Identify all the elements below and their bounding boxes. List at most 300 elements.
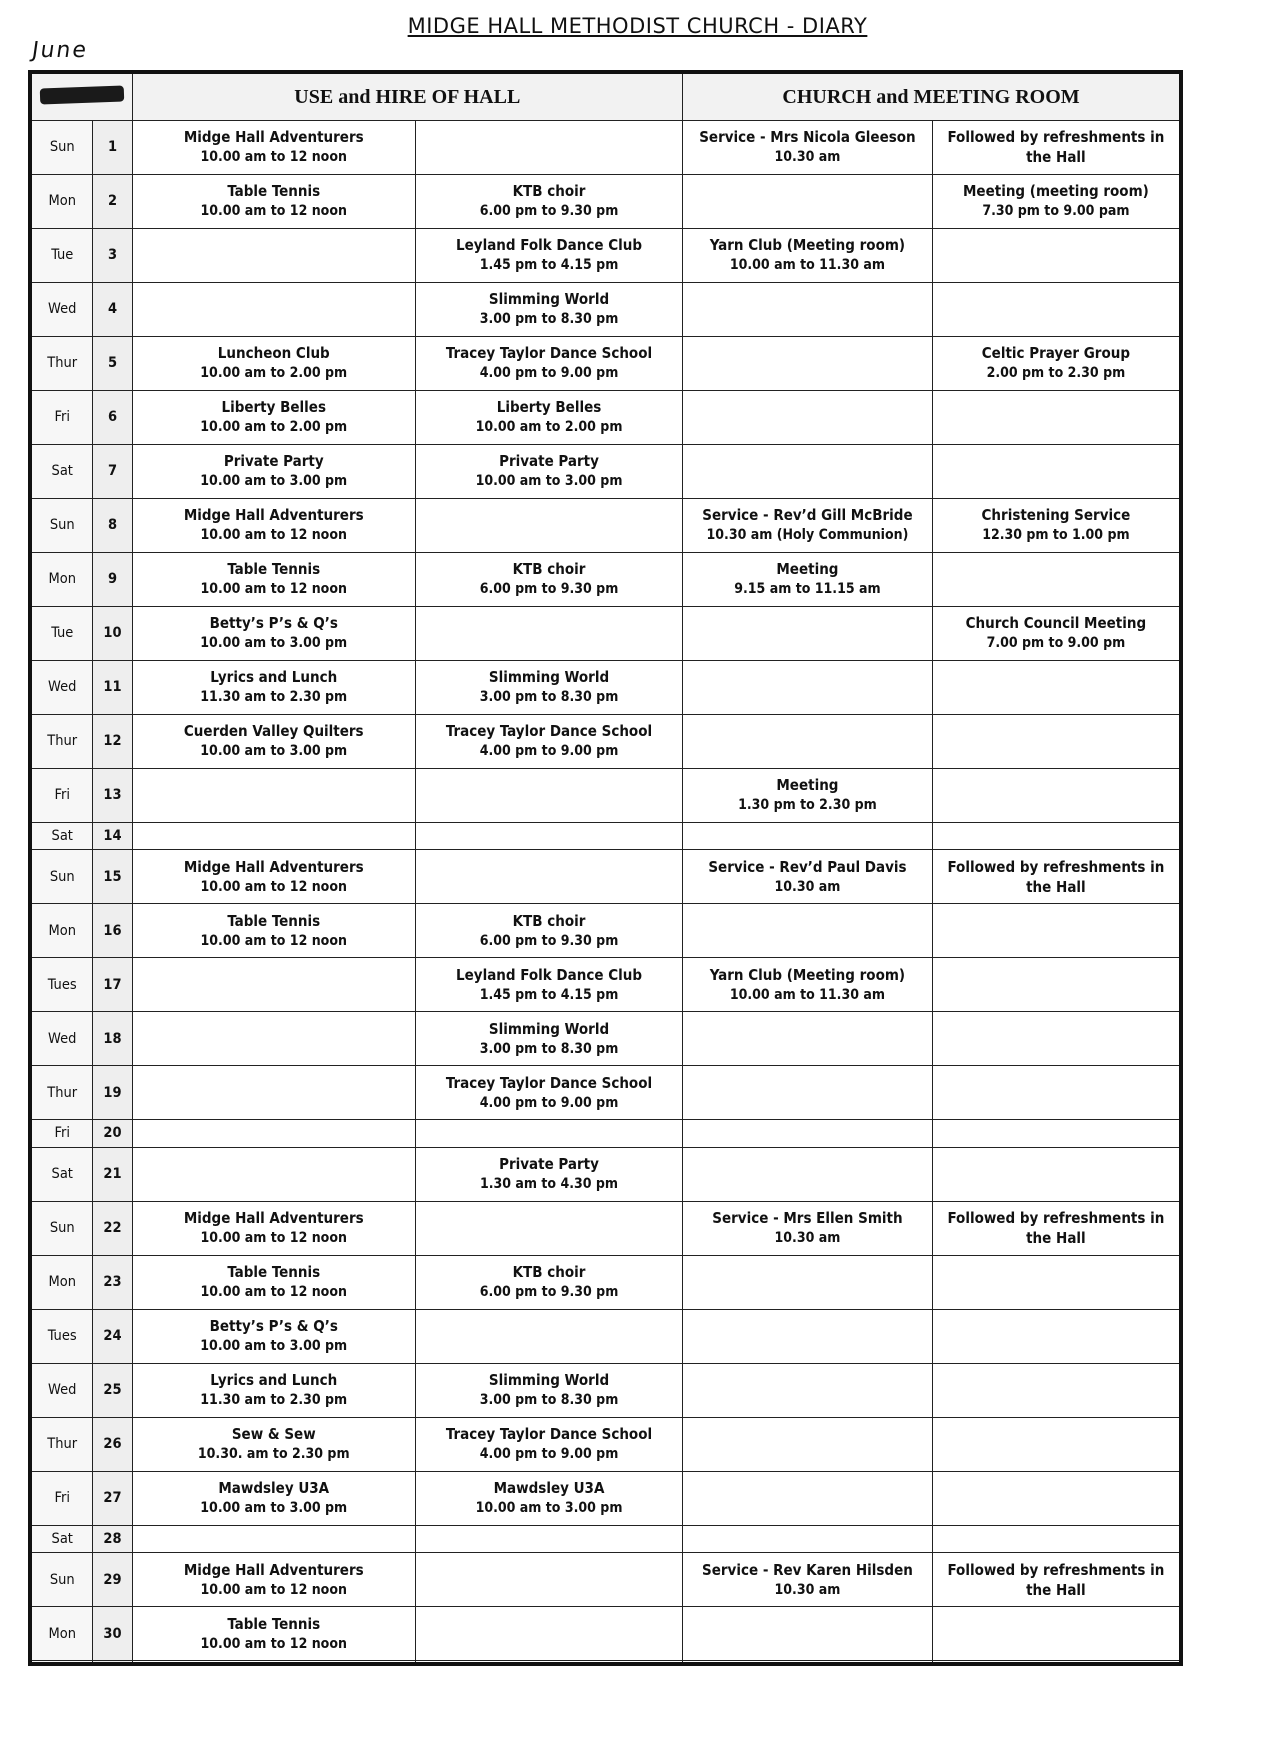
event-entry [133, 1478, 415, 1518]
event-name: Private Party [499, 1155, 599, 1174]
table-row [30, 390, 1181, 444]
hall2-cell [415, 1525, 682, 1553]
table-row [30, 1201, 1181, 1255]
event-time: 1.45 pm to 4.15 pm [479, 257, 619, 274]
hall1-cell [132, 1607, 415, 1661]
event-entry [416, 181, 682, 221]
date-cell: 16 [93, 904, 132, 958]
table-row [30, 1363, 1181, 1417]
date-cell: 1 [93, 121, 132, 175]
day-cell: Thur [30, 1417, 93, 1471]
event-name: Meeting (meeting room) [963, 182, 1149, 201]
hall2-cell [415, 714, 682, 768]
event-time: 3.00 pm to 8.30 pm [479, 311, 619, 328]
event-name: KTB choir [512, 911, 586, 930]
church1-cell [683, 850, 933, 904]
church1-cell [683, 1417, 933, 1471]
event-name: Midge Hall Adventurers [183, 506, 364, 525]
event-entry [416, 1424, 682, 1464]
event-time: 10.00 am to 3.00 pm [200, 1338, 348, 1355]
event-name: Lyrics and Lunch [210, 668, 338, 687]
date-cell: 7 [93, 444, 132, 498]
church1-cell [683, 1607, 933, 1661]
hall1-cell [132, 336, 415, 390]
church2-cell [932, 1607, 1181, 1661]
event-entry [683, 127, 932, 167]
church1-cell [683, 444, 933, 498]
event-name: KTB choir [512, 1263, 586, 1282]
event-time: 6.00 pm to 9.30 pm [479, 203, 619, 220]
event-entry [133, 559, 415, 599]
event-time: 6.00 pm to 9.30 pm [479, 581, 619, 598]
table-row [30, 1471, 1181, 1525]
event-entry [133, 1208, 415, 1248]
event-time: 6.00 pm to 9.30 pm [479, 1284, 619, 1301]
event-time: 6.00 pm to 9.30 pm [479, 932, 619, 949]
event-time: 10.00 am to 11.30 am [729, 257, 885, 274]
hall1-cell [132, 174, 415, 228]
date-cell: 26 [93, 1417, 132, 1471]
church-header: CHURCH and MEETING ROOM [683, 72, 1181, 121]
diary-body [30, 121, 1181, 1665]
event-time: 4.00 pm to 9.00 pm [479, 1094, 619, 1111]
hall2-cell [415, 1120, 682, 1148]
event-name: Christening Service [981, 506, 1131, 525]
hall1-cell [132, 552, 415, 606]
hall1-cell [132, 498, 415, 552]
event-time: 10.00 am to 2.00 pm [200, 419, 348, 436]
table-row [30, 1417, 1181, 1471]
event-time: 10.00 am to 2.00 pm [475, 419, 623, 436]
date-cell: 27 [93, 1471, 132, 1525]
event-time: 3.00 pm to 8.30 pm [479, 1392, 619, 1409]
diary-table [28, 70, 1183, 1666]
event-time: 10.30 am [774, 878, 841, 895]
hall1-cell [132, 904, 415, 958]
event-name: Yarn Club (Meeting room) [709, 965, 906, 984]
church1-cell [683, 174, 933, 228]
event-name: Betty’s P’s & Q’s [209, 1317, 338, 1336]
church1-cell [683, 1471, 933, 1525]
church2-cell [932, 1012, 1181, 1066]
day-cell: Tues [30, 1309, 93, 1363]
hall2-cell [415, 552, 682, 606]
church2-cell [932, 850, 1181, 904]
church1-cell [683, 822, 933, 850]
church1-cell [683, 282, 933, 336]
day-cell: Mon [30, 174, 93, 228]
date-cell: 25 [93, 1363, 132, 1417]
church2-cell [932, 552, 1181, 606]
day-cell: Sat [30, 444, 93, 498]
hall1-cell [132, 1120, 415, 1148]
hall2-cell [415, 850, 682, 904]
church2-cell [932, 498, 1181, 552]
table-row [30, 498, 1181, 552]
church1-cell [683, 552, 933, 606]
church2-cell [932, 1147, 1181, 1201]
church2-cell [932, 390, 1181, 444]
hall2-cell [415, 1553, 682, 1607]
church2-cell [932, 660, 1181, 714]
event-entry [683, 857, 932, 897]
event-entry [133, 181, 415, 221]
event-entry [133, 1316, 415, 1356]
table-row [30, 606, 1181, 660]
hall1-cell [132, 958, 415, 1012]
event-entry [416, 667, 682, 707]
event-entry [416, 451, 682, 491]
church1-cell [683, 121, 933, 175]
day-cell: Mon [30, 552, 93, 606]
hall1-cell [132, 1553, 415, 1607]
event-time: 12.30 pm to 1.00 pm [982, 527, 1130, 544]
church2-cell [932, 282, 1181, 336]
table-row [30, 552, 1181, 606]
event-entry [683, 965, 932, 1005]
event-name: Table Tennis [227, 560, 321, 579]
event-name: Tracey Taylor Dance School [445, 344, 653, 363]
event-name: Service - Rev’d Gill McBride [702, 506, 913, 525]
event-time: 10.00 am to 12 noon [200, 1581, 347, 1598]
month-label: June [30, 38, 90, 63]
event-entry [933, 505, 1179, 545]
event-time: 11.30 am to 2.30 pm [200, 689, 348, 706]
event-name: Slimming World [488, 290, 610, 309]
hall2-cell [415, 1607, 682, 1661]
hall1-cell [132, 1012, 415, 1066]
date-cell: 9 [93, 552, 132, 606]
hall2-cell [415, 822, 682, 850]
hall2-cell [415, 958, 682, 1012]
date-cell: 10 [93, 606, 132, 660]
church1-cell [683, 904, 933, 958]
church1-cell [683, 336, 933, 390]
hall1-cell [132, 1417, 415, 1471]
hall1-cell [132, 660, 415, 714]
event-entry [683, 559, 932, 599]
event-name: Tracey Taylor Dance School [445, 1425, 653, 1444]
hall2-cell [415, 606, 682, 660]
event-time: 10.00 am to 12 noon [200, 149, 347, 166]
event-time: 10.00 am to 12 noon [200, 203, 347, 220]
hall2-cell [415, 228, 682, 282]
church2-cell [932, 174, 1181, 228]
hall-header: USE and HIRE OF HALL [132, 72, 683, 121]
event-entry [933, 343, 1179, 383]
hall1-cell [132, 1147, 415, 1201]
event-entry [133, 397, 415, 437]
event-entry [133, 127, 415, 167]
date-cell: 22 [93, 1201, 132, 1255]
table-row [30, 121, 1181, 175]
church2-cell [932, 1255, 1181, 1309]
event-time: 7.30 pm to 9.00 pam [982, 203, 1130, 220]
date-cell: 8 [93, 498, 132, 552]
hall1-cell [132, 444, 415, 498]
church2-cell [932, 336, 1181, 390]
event-entry [933, 1208, 1179, 1248]
event-time: 10.00 am to 3.00 pm [475, 473, 623, 490]
event-name: Service - Mrs Ellen Smith [712, 1209, 903, 1228]
event-name: Midge Hall Adventurers [183, 128, 364, 147]
date-cell: 30 [93, 1607, 132, 1661]
table-row [30, 1066, 1181, 1120]
church2-cell [932, 768, 1181, 822]
event-name: Celtic Prayer Group [981, 344, 1130, 363]
church1-cell [683, 1661, 933, 1664]
event-name: Mawdsley U3A [218, 1479, 330, 1498]
event-entry [933, 857, 1179, 897]
hall1-cell [132, 1525, 415, 1553]
event-time: 3.00 pm to 8.30 pm [479, 689, 619, 706]
hall2-cell [415, 1471, 682, 1525]
table-row [30, 336, 1181, 390]
day-cell: Mon [30, 1255, 93, 1309]
church2-cell [932, 904, 1181, 958]
table-row [30, 958, 1181, 1012]
date-cell: 18 [93, 1012, 132, 1066]
hall2-cell [415, 390, 682, 444]
event-entry [133, 1614, 415, 1654]
hall1-cell [132, 1363, 415, 1417]
event-name: Midge Hall Adventurers [183, 1560, 364, 1579]
event-time: 4.00 pm to 9.00 pm [479, 365, 619, 382]
hall2-cell [415, 174, 682, 228]
hall1-cell [132, 1201, 415, 1255]
hall2-cell [415, 1255, 682, 1309]
date-cell: 6 [93, 390, 132, 444]
header-row [30, 72, 1181, 121]
church1-cell [683, 1120, 933, 1148]
day-cell: Wed [30, 282, 93, 336]
event-entry [133, 451, 415, 491]
event-entry [133, 1424, 415, 1464]
day-cell: Sun [30, 850, 93, 904]
event-entry [933, 1560, 1179, 1600]
church2-cell [932, 1553, 1181, 1607]
day-cell: Wed [30, 660, 93, 714]
church1-cell [683, 1363, 933, 1417]
date-cell: 28 [93, 1525, 132, 1553]
event-time: 10.00 am to 12 noon [200, 1284, 347, 1301]
church2-cell [932, 822, 1181, 850]
hall2-cell [415, 1201, 682, 1255]
event-name: Followed by refreshments in the Hall [947, 1209, 1165, 1248]
hall2-cell [415, 1661, 682, 1664]
hall2-cell [415, 904, 682, 958]
church1-cell [683, 768, 933, 822]
event-entry [416, 1019, 682, 1059]
event-name: Table Tennis [227, 911, 321, 930]
event-time: 10.00 am to 12 noon [200, 1635, 347, 1652]
event-name: Service - Mrs Nicola Gleeson [699, 128, 916, 147]
event-time: 10.00 am to 12 noon [200, 1230, 347, 1247]
event-time: 10.00 am to 11.30 am [729, 986, 885, 1003]
church1-cell [683, 498, 933, 552]
event-time: 7.00 pm to 9.00 pm [986, 635, 1126, 652]
date-cell: 21 [93, 1147, 132, 1201]
event-entry [133, 613, 415, 653]
event-name: Service - Rev’d Paul Davis [708, 857, 907, 876]
date-cell: 29 [93, 1553, 132, 1607]
table-row [30, 822, 1181, 850]
date-cell: 4 [93, 282, 132, 336]
event-name: Private Party [223, 452, 324, 471]
table-row [30, 904, 1181, 958]
event-entry [416, 397, 682, 437]
hall2-cell [415, 1012, 682, 1066]
event-entry [416, 1262, 682, 1302]
event-entry [133, 1370, 415, 1410]
event-time: 2.00 pm to 2.30 pm [986, 365, 1126, 382]
day-cell: Mon [30, 1607, 93, 1661]
table-row [30, 1553, 1181, 1607]
event-name: Private Party [499, 452, 599, 471]
event-entry [683, 775, 932, 815]
hall1-cell [132, 282, 415, 336]
day-cell: Sun [30, 1553, 93, 1607]
event-time: 10.00 am to 3.00 pm [200, 473, 348, 490]
event-time: 10.00 am to 12 noon [200, 878, 347, 895]
event-name: Midge Hall Adventurers [183, 857, 364, 876]
church1-cell [683, 660, 933, 714]
hall1-cell [132, 1066, 415, 1120]
day-cell: Mon [30, 904, 93, 958]
hall1-cell [132, 1661, 415, 1664]
event-entry [933, 613, 1179, 653]
church2-cell [932, 958, 1181, 1012]
event-entry [416, 343, 682, 383]
hall1-cell [132, 606, 415, 660]
event-time: 10.00 am to 12 noon [200, 581, 347, 598]
event-time: 9.15 am to 11.15 am [734, 581, 881, 598]
event-name: Leyland Folk Dance Club [456, 965, 642, 984]
event-entry [133, 1262, 415, 1302]
day-cell: Fri [30, 1471, 93, 1525]
hall2-cell [415, 1417, 682, 1471]
table-row [30, 1255, 1181, 1309]
day-cell [30, 1661, 93, 1664]
event-entry [683, 505, 932, 545]
hall2-cell [415, 336, 682, 390]
event-time: 10.30 am [774, 149, 841, 166]
church2-cell [932, 1471, 1181, 1525]
table-row [30, 228, 1181, 282]
event-entry [133, 343, 415, 383]
hall2-cell [415, 444, 682, 498]
date-cell: 15 [93, 850, 132, 904]
church1-cell [683, 228, 933, 282]
event-name: Meeting [776, 560, 839, 579]
church2-cell [932, 228, 1181, 282]
hall2-cell [415, 121, 682, 175]
hall1-cell [132, 228, 415, 282]
event-name: Liberty Belles [221, 398, 326, 417]
event-name: Tracey Taylor Dance School [445, 1073, 653, 1092]
hall2-cell [415, 660, 682, 714]
event-entry [416, 1478, 682, 1518]
event-time: 10.30 am (Holy Communion) [706, 527, 909, 544]
day-cell: Thur [30, 1066, 93, 1120]
day-cell: Fri [30, 768, 93, 822]
hall1-cell [132, 822, 415, 850]
table-row [30, 1309, 1181, 1363]
church2-cell [932, 1661, 1181, 1664]
event-entry [133, 721, 415, 761]
church2-cell [932, 1120, 1181, 1148]
date-cell: 5 [93, 336, 132, 390]
church2-cell [932, 1525, 1181, 1553]
event-name: Church Council Meeting [965, 614, 1147, 633]
day-cell: Tue [30, 228, 93, 282]
day-cell: Wed [30, 1363, 93, 1417]
table-row [30, 714, 1181, 768]
church1-cell [683, 606, 933, 660]
event-time: 1.45 pm to 4.15 pm [479, 986, 619, 1003]
event-time: 10.00 am to 3.00 pm [475, 1500, 623, 1517]
event-entry [416, 235, 682, 275]
table-row [30, 174, 1181, 228]
event-entry [416, 1073, 682, 1113]
date-cell: 19 [93, 1066, 132, 1120]
hall2-cell [415, 1147, 682, 1201]
event-name: Sew & Sew [231, 1425, 316, 1444]
hall1-cell [132, 121, 415, 175]
redaction-mark [40, 86, 125, 105]
hall1-cell [132, 850, 415, 904]
day-cell: Sat [30, 1147, 93, 1201]
day-cell: Sun [30, 498, 93, 552]
event-name: Liberty Belles [496, 398, 602, 417]
hall2-cell [415, 1066, 682, 1120]
event-entry [416, 1154, 682, 1194]
table-row [30, 768, 1181, 822]
event-name: Midge Hall Adventurers [183, 1209, 364, 1228]
date-cell: 3 [93, 228, 132, 282]
day-cell: Wed [30, 1012, 93, 1066]
event-name: Tracey Taylor Dance School [445, 722, 653, 741]
event-entry [683, 1208, 932, 1248]
date-cell: 2 [93, 174, 132, 228]
event-entry [416, 721, 682, 761]
event-time: 10.00 am to 12 noon [200, 932, 347, 949]
church1-cell [683, 1309, 933, 1363]
event-name: Table Tennis [227, 1263, 321, 1282]
event-name: Luncheon Club [217, 344, 330, 363]
date-cell [93, 1661, 132, 1664]
church1-cell [683, 1201, 933, 1255]
event-time: 11.30 am to 2.30 pm [200, 1392, 348, 1409]
event-entry [933, 181, 1179, 221]
event-time: 10.00 am to 12 noon [200, 527, 347, 544]
table-row [30, 282, 1181, 336]
event-name: Table Tennis [227, 1614, 321, 1633]
event-time: 1.30 am to 4.30 pm [479, 1176, 619, 1193]
event-entry [416, 289, 682, 329]
event-time: 10.30. am to 2.30 pm [197, 1446, 350, 1463]
table-row [30, 1012, 1181, 1066]
event-time: 10.30 am [774, 1581, 841, 1598]
day-cell: Thur [30, 714, 93, 768]
hall2-cell [415, 1363, 682, 1417]
day-cell: Sun [30, 1201, 93, 1255]
event-name: Cuerden Valley Quilters [183, 722, 364, 741]
day-cell: Sat [30, 822, 93, 850]
hall2-cell [415, 1309, 682, 1363]
hall2-cell [415, 768, 682, 822]
event-time: 10.00 am to 2.00 pm [200, 365, 348, 382]
